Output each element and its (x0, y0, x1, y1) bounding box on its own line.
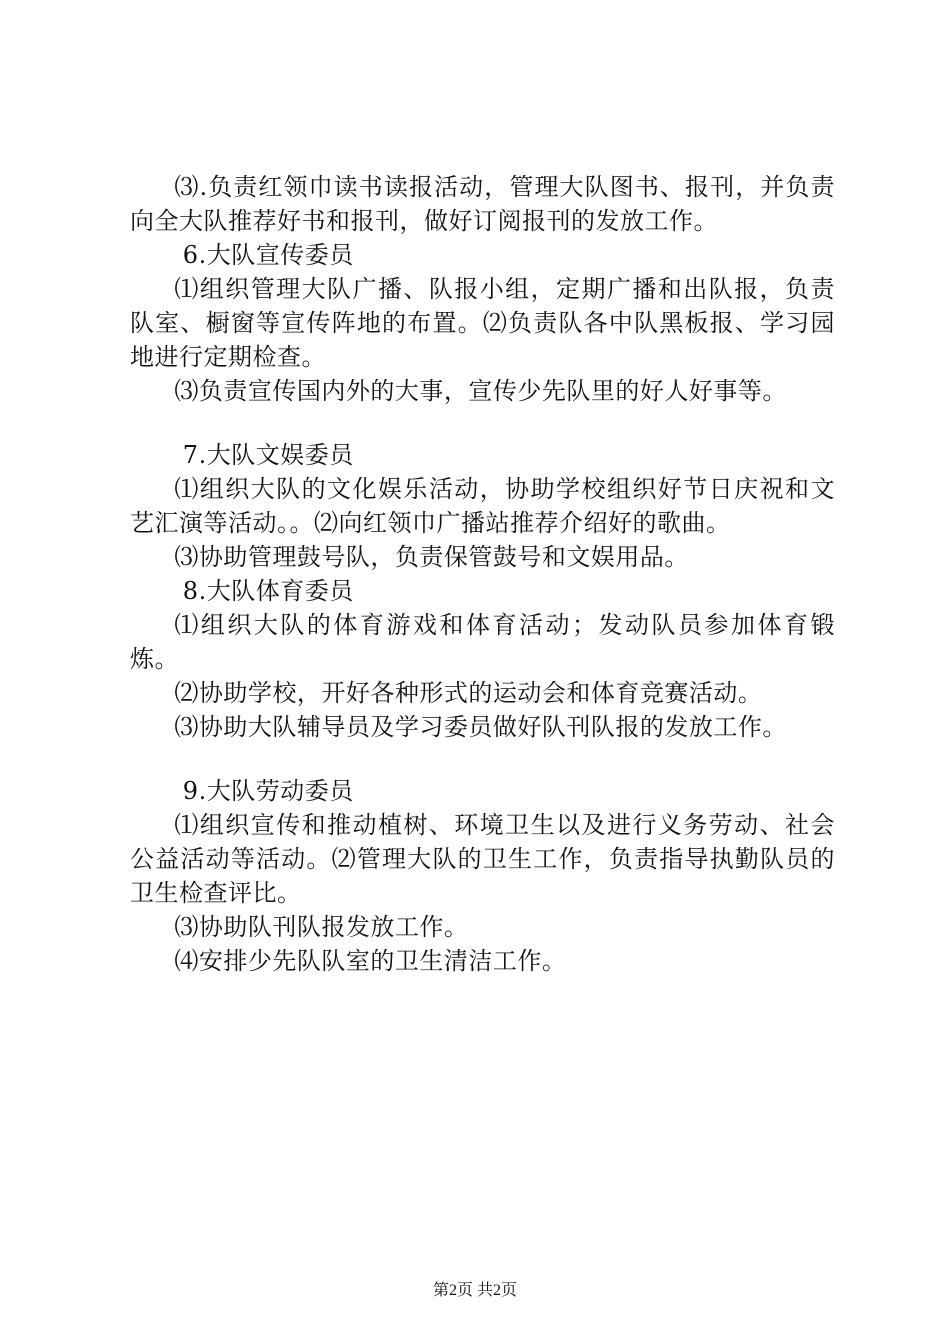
paragraph-entertainment-duties-3: ⑶协助管理鼓号队，负责保管鼓号和文娱用品。 (174, 543, 689, 571)
paragraph-labor-duties-1: ⑴组织宣传和推动植树、环境卫生以及进行义务劳动、社会公益活动等活动。⑵管理大队的卫生工作，负责指导执勤队员的卫生检查评比。 (130, 811, 835, 907)
page-footer: 第2页 共2页 (432, 1282, 517, 1299)
paragraph-entertainment-duties-1: ⑴组织大队的文化娱乐活动，协助学校组织好节日庆祝和文艺汇演等活动。。⑵向红领巾广播站推荐介绍好的歌曲。 (130, 475, 835, 537)
paragraph-publicity-duties-3: ⑶负责宣传国内外的大事，宣传少先队里的好人好事等。 (174, 377, 787, 405)
paragraph-publicity-duties-1: ⑴组织管理大队广播、队报小组，定期广播和出队报，负责队室、橱窗等宣传阵地的布置。⑵负责队各中队黑板报、学习园地进行定期检查。 (130, 275, 835, 371)
heading-publicity-committee: 6.大队宣传委员 (182, 241, 354, 269)
paragraph-sports-duties-2: ⑵协助学校，开好各种形式的运动会和体育竞赛活动。 (174, 679, 763, 707)
heading-entertainment-committee: 7.大队文娱委员 (182, 441, 354, 469)
heading-labor-committee: 9.大队劳动委员 (182, 777, 354, 805)
paragraph-sports-duties-1: ⑴组织大队的体育游戏和体育活动；发动队员参加体育锻炼。 (130, 611, 835, 673)
document-body (130, 170, 835, 978)
paragraph-reading-duties: ⑶.负责红领巾读书读报活动，管理大队图书、报刊，并负责向全大队推荐好书和报刊，做好订阅报刊的发放工作。 (130, 173, 835, 235)
heading-sports-committee: 8.大队体育委员 (182, 577, 354, 605)
paragraph-sports-duties-3: ⑶协助大队辅导员及学习委员做好队刊队报的发放工作。 (174, 713, 787, 741)
paragraph-labor-duties-4: ⑷安排少先队队室的卫生清洁工作。 (174, 947, 567, 975)
paragraph-labor-duties-3: ⑶协助队刊队报发放工作。 (174, 913, 469, 941)
